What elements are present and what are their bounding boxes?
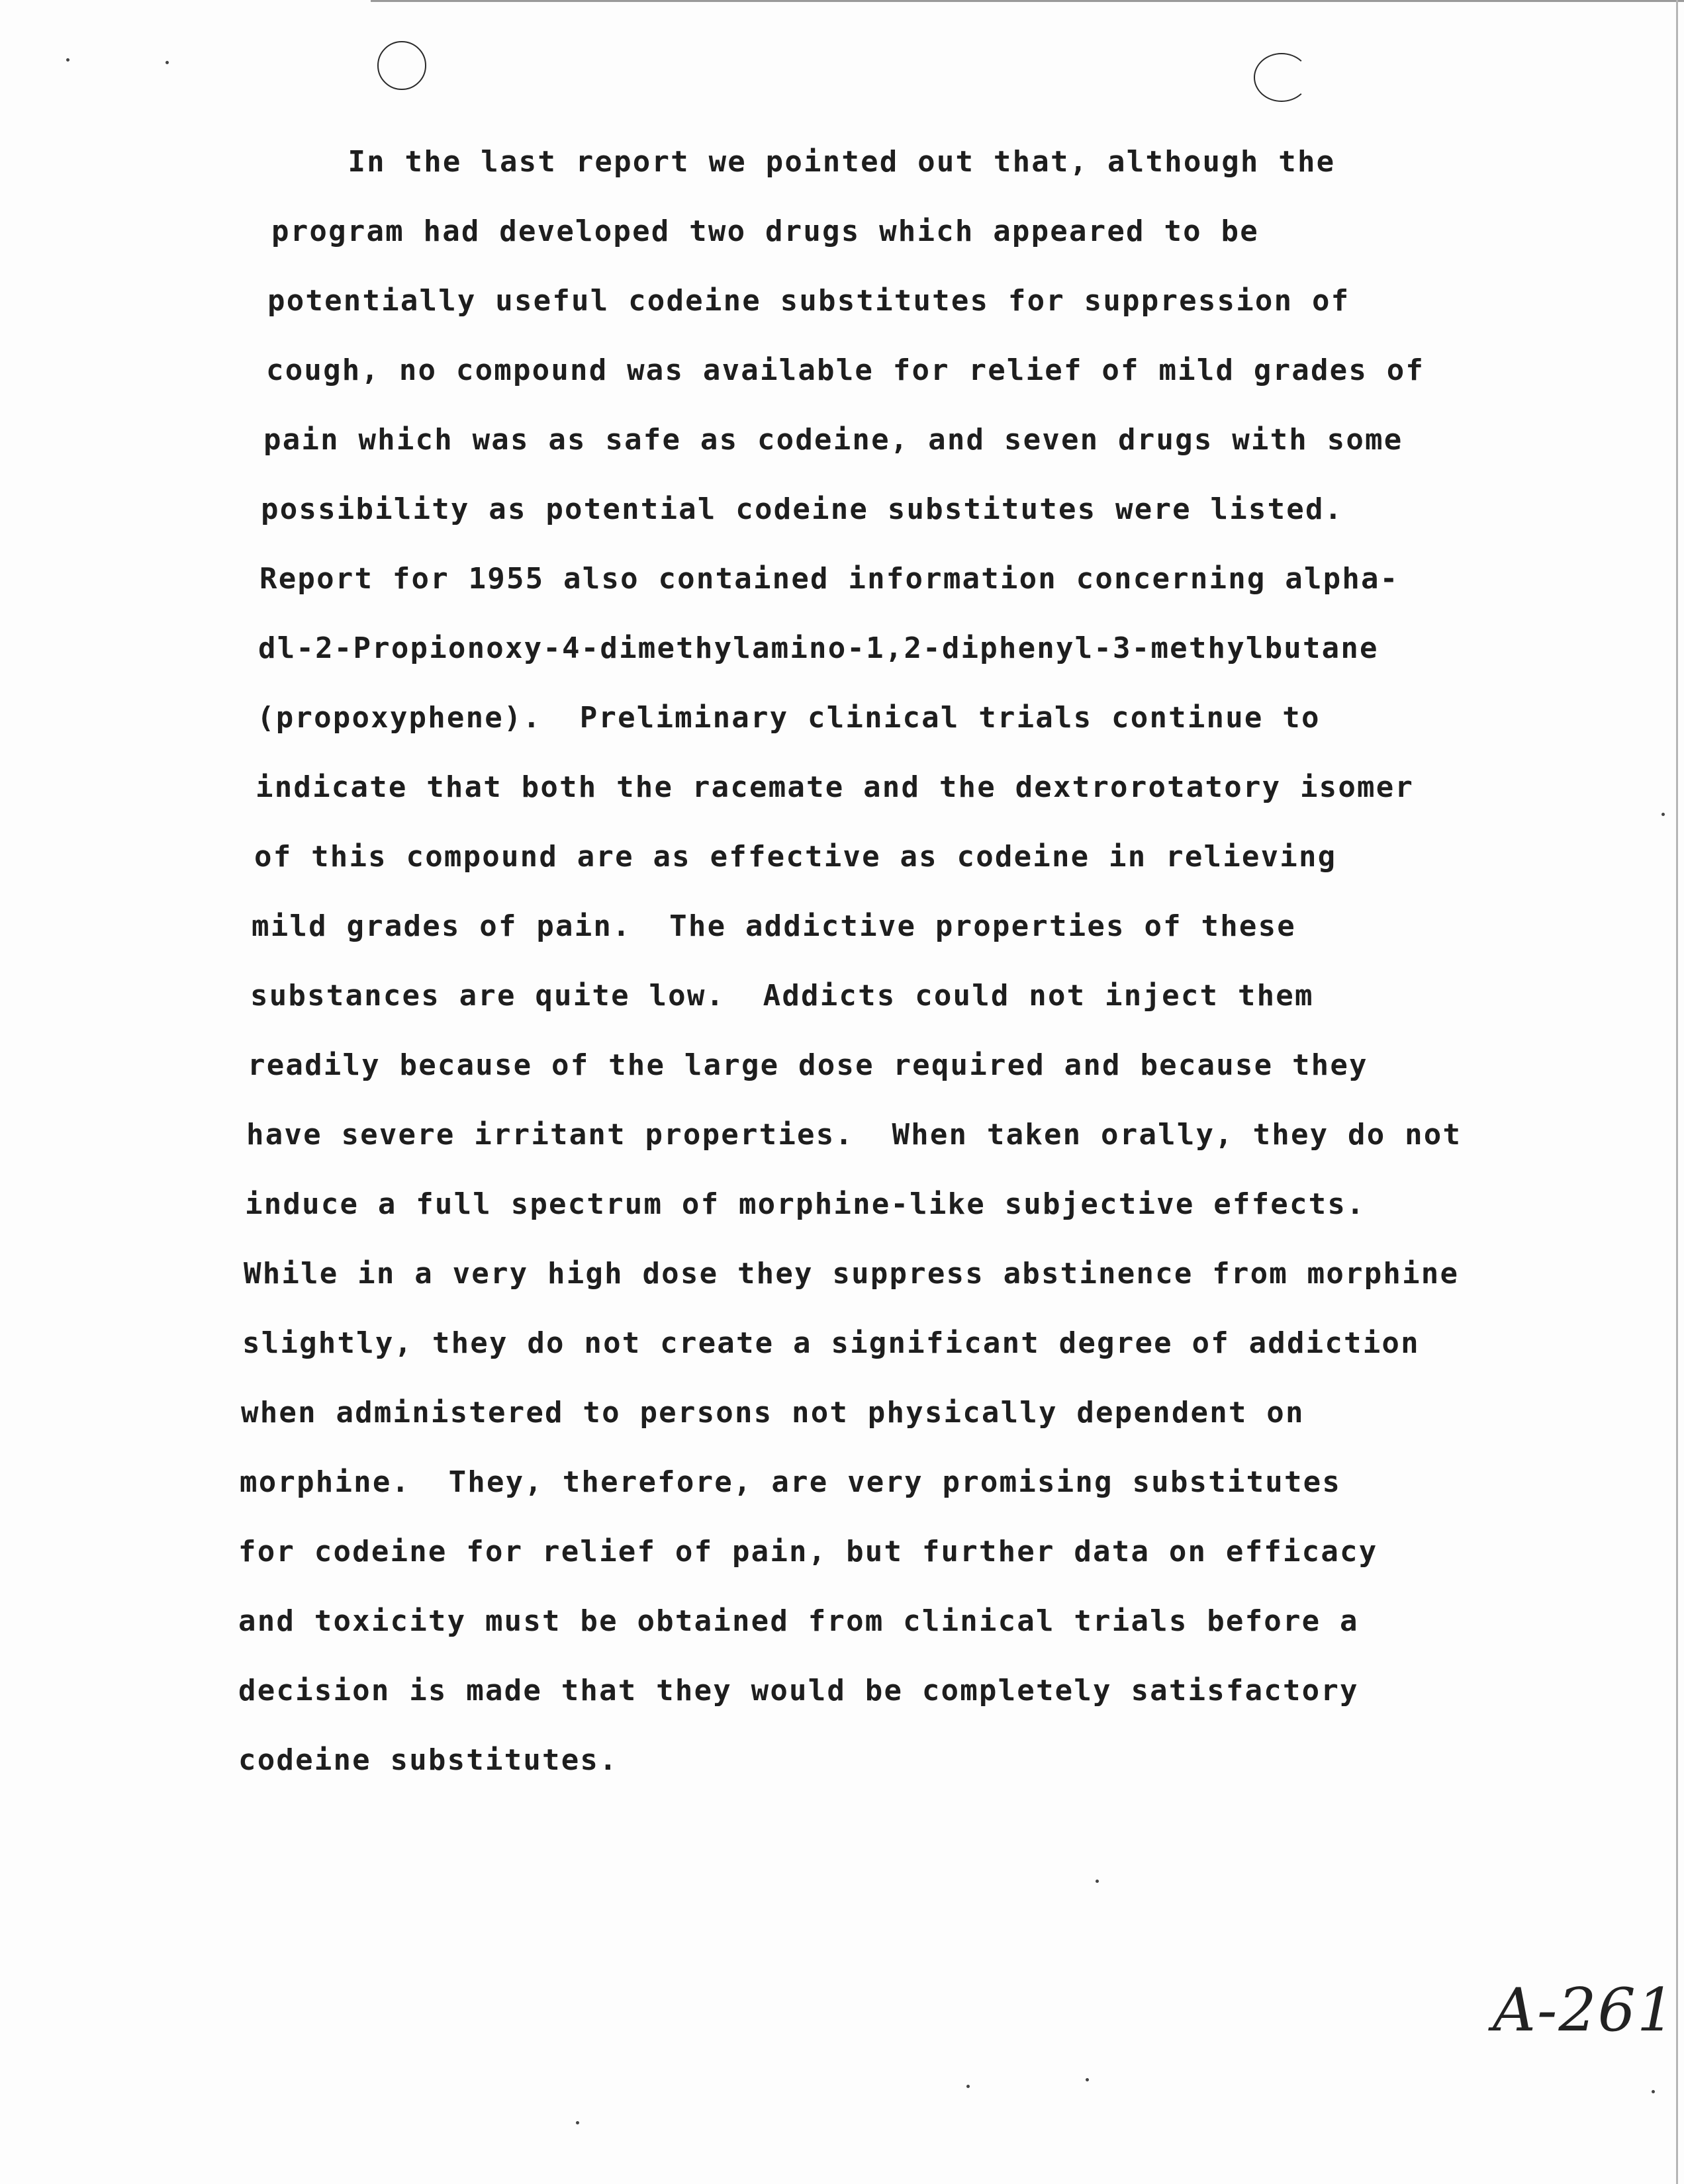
text-line: program had developed two drugs which appeared to be [271, 214, 1259, 248]
text-line: slightly, they do not create a significant degree of addiction [242, 1326, 1420, 1360]
text-line: Report for 1955 also contained information concerning alpha- [259, 562, 1399, 596]
scan-speck [1661, 813, 1665, 816]
text-line: when administered to persons not physically dependent on [241, 1396, 1305, 1430]
top-edge-rule [371, 0, 1684, 2]
text-line: In the last report we pointed out that, although the [253, 145, 1336, 179]
punch-hole-left [377, 41, 426, 90]
text-line: possibility as potential codeine substitutes were listed. [261, 492, 1344, 526]
scan-speck [576, 2121, 579, 2124]
text-line: pain which was as safe as codeine, and seven drugs with some [263, 423, 1403, 457]
text-line: morphine. They, therefore, are very promising substitutes [240, 1465, 1342, 1499]
text-line: cough, no compound was available for relief of mild grades of [266, 353, 1425, 387]
text-line: (propoxyphene). Preliminary clinical trials continue to [257, 701, 1321, 735]
text-line: While in a very high dose they suppress abstinence from morphine [244, 1257, 1460, 1291]
text-line: mild grades of pain. The addictive properties of these [252, 909, 1296, 943]
text-line: readily because of the large dose required and because they [248, 1048, 1368, 1082]
scan-speck [966, 2085, 970, 2088]
scan-speck [66, 58, 70, 62]
text-line: decision is made that they would be completely satisfactory [238, 1674, 1359, 1707]
scan-speck [1652, 2090, 1655, 2093]
text-line: substances are quite low. Addicts could not inject them [250, 979, 1314, 1013]
punch-hole-right [1254, 53, 1309, 102]
text-line: induce a full spectrum of morphine-like subjective effects. [245, 1187, 1366, 1221]
text-line: for codeine for relief of pain, but further data on efficacy [238, 1535, 1378, 1569]
scan-speck [1096, 1880, 1099, 1883]
text-line: and toxicity must be obtained from clinical trials before a [238, 1604, 1359, 1638]
text-line: indicate that both the racemate and the dextrorotatory isomer [256, 770, 1415, 804]
text-line: dl-2-Propionoxy-4-dimethylamino-1,2-diphenyl-3-methylbutane [258, 631, 1379, 665]
right-edge-rule [1676, 0, 1678, 2184]
scan-speck [165, 61, 169, 64]
body-paragraph [238, 127, 1595, 1795]
text-line: of this compound are as effective as codeine in relieving [254, 840, 1337, 874]
text-line: potentially useful codeine substitutes for suppression of [267, 284, 1350, 318]
scan-speck [1086, 2078, 1089, 2081]
text-line: have severe irritant properties. When taken orally, they do not [246, 1118, 1462, 1152]
page-number-handwritten: A-261 [1493, 1976, 1677, 2045]
text-line: codeine substitutes. [238, 1743, 618, 1777]
